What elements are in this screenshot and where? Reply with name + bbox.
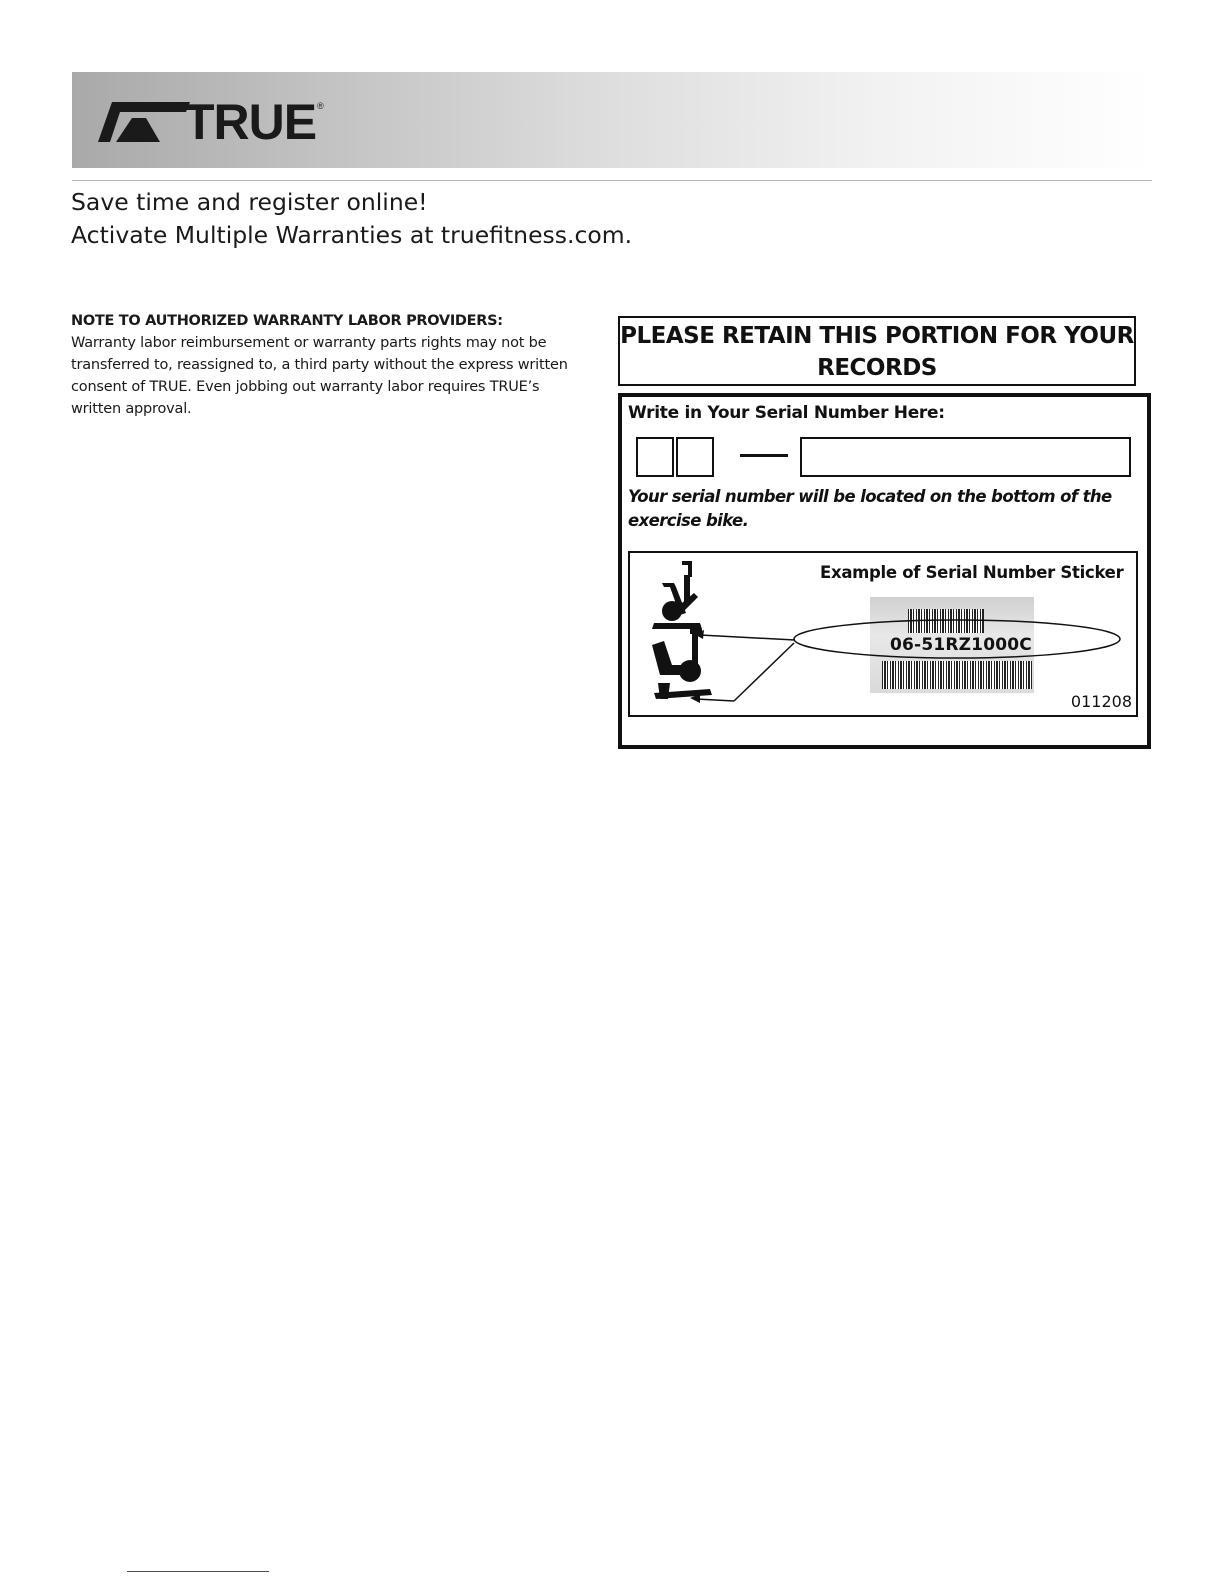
true-logo <box>98 94 324 150</box>
serial-number-field[interactable] <box>800 437 1131 477</box>
example-title: Example of Serial Number Sticker <box>820 563 1124 582</box>
promo-line-2: Activate Multiple Warranties at truefitness.com. <box>71 221 633 249</box>
registered-icon: ® <box>317 101 324 111</box>
bike-diagram <box>630 553 1136 715</box>
logo-wordmark: TRUE <box>184 94 317 150</box>
upright-bike-icon <box>652 561 702 629</box>
note-line-1: Warranty labor reimbursement or warranty parts rights may not be <box>71 335 547 351</box>
serial-prefix-field-2[interactable] <box>676 437 714 477</box>
note-line-2: transferred to, reassigned to, a third party without the express written <box>71 357 568 373</box>
note-line-4: written approval. <box>71 401 192 417</box>
true-logo-mark-icon <box>98 102 190 142</box>
registration-promo <box>71 186 632 252</box>
sticker-code: 06-51RZ1000C <box>890 635 1032 655</box>
recumbent-bike-icon <box>652 629 712 699</box>
retain-notice <box>618 316 1136 386</box>
retain-line-2: RECORDS <box>817 355 937 381</box>
serial-location-hint <box>628 485 1128 533</box>
document-code: 011208 <box>1070 692 1132 711</box>
serial-number-panel <box>618 393 1151 749</box>
serial-prefix-field-1[interactable] <box>636 437 674 477</box>
hint-line-2: exercise bike. <box>628 511 749 530</box>
serial-heading: Write in Your Serial Number Here: <box>628 403 945 423</box>
header-divider <box>72 180 1152 181</box>
serial-sticker-example <box>628 551 1138 717</box>
hint-line-1: Your serial number will be located on the bottom of the <box>628 487 1112 506</box>
note-line-3: consent of TRUE. Even jobbing out warranty labor requires TRUE’s <box>71 379 540 395</box>
promo-line-1: Save time and register online! <box>71 188 428 216</box>
footer-link-underline[interactable] <box>127 1571 269 1572</box>
warranty-note <box>71 310 601 420</box>
retain-line-1: PLEASE RETAIN THIS PORTION FOR YOUR <box>620 323 1134 349</box>
serial-dash <box>740 454 788 457</box>
note-title: NOTE TO AUTHORIZED WARRANTY LABOR PROVIDERS: <box>71 313 503 329</box>
